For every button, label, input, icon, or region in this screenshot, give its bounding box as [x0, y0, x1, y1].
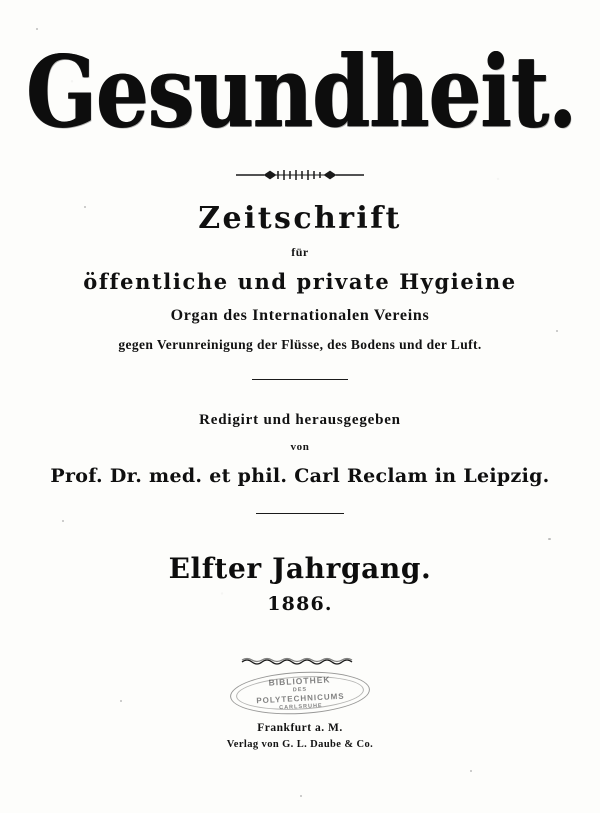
- by-word: von: [290, 440, 310, 453]
- paper-speck: [470, 770, 472, 772]
- paper-speck: [300, 795, 302, 797]
- year-label: 1886.: [267, 592, 333, 615]
- paper-speck: [548, 538, 551, 540]
- oval-library-stamp-icon: [225, 672, 375, 714]
- divider-rule-top: [252, 379, 348, 380]
- divider-rule-bottom: [256, 513, 344, 514]
- stamp-text: [255, 673, 345, 712]
- subtitle-topic: öffentliche und private Hygieine: [83, 268, 517, 294]
- paper-speck: [62, 520, 64, 522]
- stamp-line-2: DES: [292, 685, 308, 693]
- title-block: [26, 34, 577, 150]
- paper-speck: [556, 330, 558, 332]
- wavy-divider-icon: [241, 657, 359, 666]
- stamp-line-1: BIBLIOTHEK: [268, 674, 331, 688]
- edited-line: Redigirt und herausgegeben: [199, 411, 401, 428]
- subtitle-zeitschrift: Zeitschrift: [198, 200, 402, 236]
- paper-speck: [36, 28, 38, 30]
- organ-line-2: gegen Verunreinigung der Flüsse, des Bodens und der Luft.: [118, 336, 482, 352]
- subtitle-fuer: für: [291, 244, 309, 259]
- page-title: Gesundheit.: [26, 34, 577, 150]
- organ-line-1: Organ des Internationalen Vereins: [170, 306, 430, 324]
- stamp-line-4: CARLSRUHE: [278, 702, 323, 711]
- volume-label: Elfter Jahrgang.: [168, 551, 432, 585]
- author-name: Prof. Dr. med. et phil. Carl Reclam in Leipzig.: [50, 464, 550, 487]
- stamp-line-3: POLYTECHNICUMS: [255, 690, 345, 705]
- publisher-city: Frankfurt a. M.: [257, 721, 343, 734]
- paper-speck: [120, 700, 122, 702]
- floral-divider-icon: [234, 169, 366, 181]
- paper-speck: [84, 206, 86, 208]
- publisher-name: Verlag von G. L. Daube & Co.: [226, 738, 374, 750]
